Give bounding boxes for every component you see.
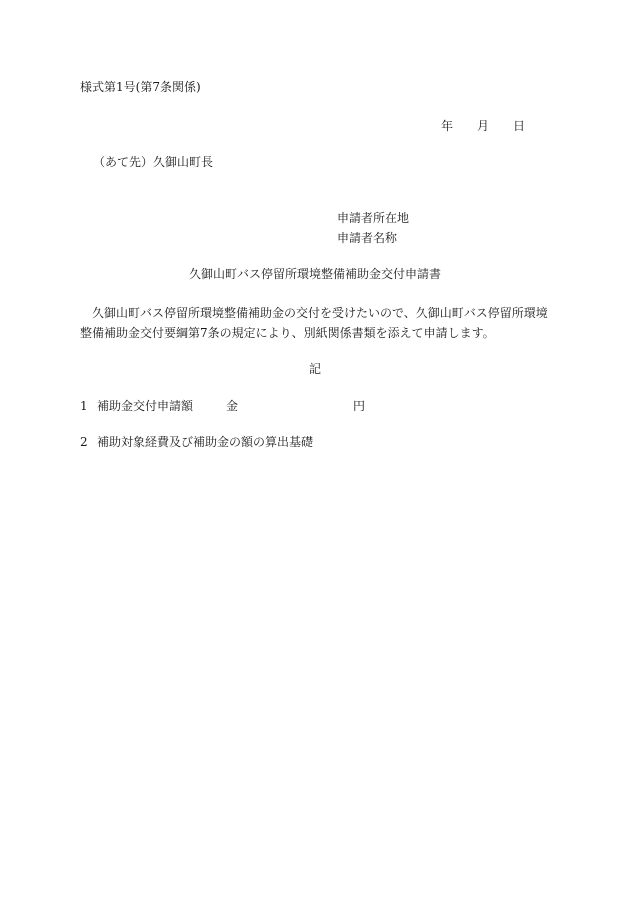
body-paragraph: 久御山町バス停留所環境整備補助金の交付を受けたいので、久御山町バス停留所環境整備補助金交付要綱第7条の規定により、別紙関係書類を添えて申請します。: [80, 306, 548, 340]
applicant-name-label: 申請者名称: [337, 231, 398, 245]
amount-kin-label: 金: [226, 399, 239, 413]
document-title: 久御山町バス停留所環境整備補助金交付申請書: [188, 267, 441, 281]
item-label: 補助対象経費及び補助金の額の算出基礎: [97, 435, 314, 449]
amount-yen-label: 円: [353, 399, 366, 413]
ki-heading: 記: [308, 362, 321, 376]
applicant-address-label: 申請者所在地: [337, 211, 410, 225]
item-application-amount: [80, 399, 366, 413]
item-number: 1: [80, 399, 88, 413]
addressee: （あて先）久御山町長: [93, 155, 214, 169]
date-year: 年: [441, 119, 454, 133]
form-number: 様式第1号(第7条関係): [80, 80, 201, 94]
date-day: 日: [513, 119, 526, 133]
date-line: [441, 119, 525, 133]
item-calculation-basis: [80, 435, 313, 449]
item-number: 2: [80, 435, 88, 449]
date-month: 月: [477, 119, 490, 133]
item-label: 補助金交付申請額: [97, 399, 194, 413]
